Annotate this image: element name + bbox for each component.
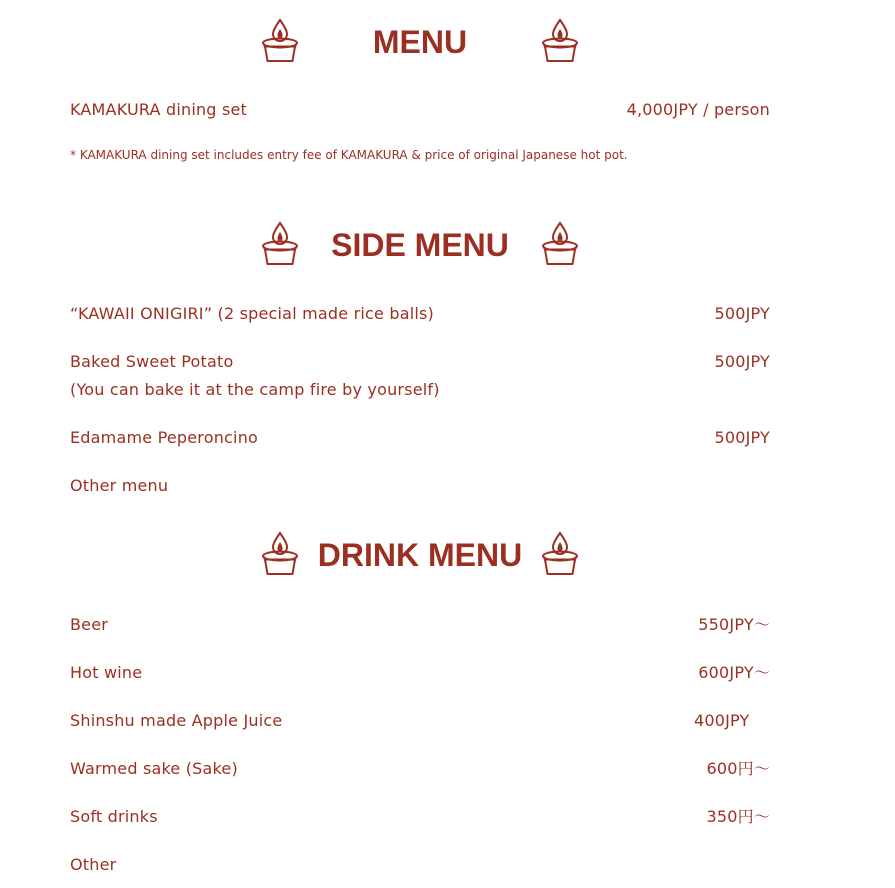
candle-icon [540, 220, 580, 268]
item-description: (You can bake it at the camp fire by yourself) [70, 380, 440, 399]
item-name: Baked Sweet Potato [70, 352, 234, 371]
item-price: 400JPY [694, 711, 750, 730]
drink-menu-heading: DRINK MENU [317, 537, 523, 573]
item-name: Soft drinks [70, 807, 158, 826]
item-name: Other menu [70, 476, 169, 495]
item-name: “KAWAII ONIGIRI” (2 special made rice balls) [70, 304, 434, 323]
menu-heading: MENU [372, 24, 468, 60]
item-price: 500JPY [714, 304, 770, 323]
item-price: 550JPY～ [698, 615, 770, 634]
item-name: Edamame Peperoncino [70, 428, 259, 447]
item-price: 500JPY [714, 428, 770, 447]
item-price: 4,000JPY / person [626, 100, 770, 119]
item-price: 600円～ [706, 759, 770, 778]
candle-icon [540, 17, 580, 65]
item-price: 350円～ [706, 807, 770, 826]
item-name: KAMAKURA dining set [70, 100, 248, 119]
item-price: 600JPY～ [698, 663, 770, 682]
item-price: 500JPY [714, 352, 770, 371]
item-name: Warmed sake (Sake) [70, 759, 238, 778]
item-name: Hot wine [70, 663, 143, 682]
item-name: Shinshu made Apple Juice [70, 711, 283, 730]
item-name: Other [70, 855, 117, 874]
candle-icon [540, 530, 580, 578]
item-name: Beer [70, 615, 109, 634]
menu-note: * KAMAKURA dining set includes entry fee of KAMAKURA & price of original Japanese hot pot. [70, 148, 628, 162]
side-menu-heading: SIDE MENU [331, 227, 509, 263]
